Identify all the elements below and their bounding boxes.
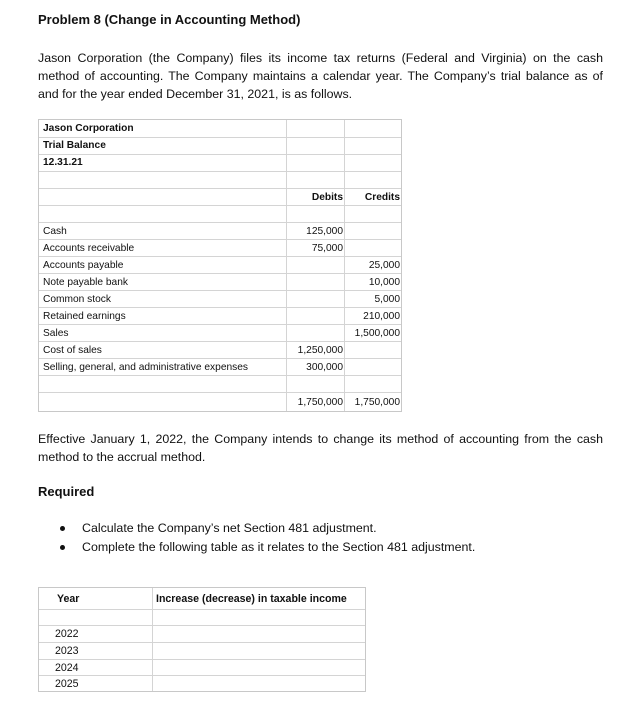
trial-balance-date: 12.31.21 xyxy=(43,157,83,168)
debit-amount: 75,000 xyxy=(311,243,343,254)
year-cell: 2022 xyxy=(55,628,79,640)
credit-amount: 1,500,000 xyxy=(354,328,400,339)
grid-line xyxy=(39,625,365,626)
grid-line xyxy=(39,290,401,291)
required-heading: Required xyxy=(38,484,95,499)
trial-balance-title: Trial Balance xyxy=(43,140,106,151)
credit-amount: 210,000 xyxy=(363,311,400,322)
problem-title: Problem 8 (Change in Accounting Method) xyxy=(38,12,301,27)
total-credit: 1,750,000 xyxy=(354,397,400,408)
debit-amount: 125,000 xyxy=(306,226,343,237)
grid-line xyxy=(39,324,401,325)
bullet-icon xyxy=(60,545,65,550)
debits-header: Debits xyxy=(311,192,343,203)
grid-line xyxy=(39,358,401,359)
account-name: Selling, general, and administrative expenses xyxy=(43,362,249,373)
list-item xyxy=(60,519,475,538)
year-cell: 2024 xyxy=(55,662,79,674)
grid-line xyxy=(39,307,401,308)
credit-amount: 25,000 xyxy=(368,260,400,271)
trial-balance-table xyxy=(38,119,402,412)
year-cell: 2025 xyxy=(55,678,79,690)
bullet-icon xyxy=(60,526,65,531)
account-name: Cost of sales xyxy=(43,345,102,356)
account-name: Sales xyxy=(43,328,69,339)
credits-header: Credits xyxy=(364,192,400,203)
credit-amount: 10,000 xyxy=(368,277,400,288)
grid-line xyxy=(39,137,401,138)
grid-line xyxy=(39,205,401,206)
grid-line xyxy=(39,341,401,342)
grid-line xyxy=(39,256,401,257)
grid-line xyxy=(39,154,401,155)
change-paragraph: Effective January 1, 2022, the Company intends to change its method of accounting from the cash method to the accrual method. xyxy=(38,432,603,464)
company-name: Jason Corporation xyxy=(43,123,134,134)
bullet-text: Complete the following table as it relates to the Section 481 adjustment. xyxy=(82,540,476,554)
debit-amount: 300,000 xyxy=(306,362,343,373)
grid-line xyxy=(39,222,401,223)
increase-header: Increase (decrease) in taxable income xyxy=(156,593,347,605)
bullet-text: Calculate the Company’s net Section 481 adjustment. xyxy=(82,521,377,535)
grid-line xyxy=(39,188,401,189)
year-cell: 2023 xyxy=(55,645,79,657)
intro-paragraph: Jason Corporation (the Company) files its income tax returns (Federal and Virginia) on the cash method of accounting. The Company maintains a calendar year. The Company’s trial balance as of and for the year ended December 31, 2021, is as follows. xyxy=(38,51,603,101)
grid-line xyxy=(39,273,401,274)
grid-line xyxy=(39,239,401,240)
grid-line xyxy=(39,642,365,643)
bullet-list xyxy=(60,519,475,557)
grid-line xyxy=(39,675,365,676)
account-name: Accounts payable xyxy=(43,260,124,271)
account-name: Accounts receivable xyxy=(43,243,135,254)
grid-line xyxy=(39,392,401,393)
grid-line xyxy=(39,375,401,376)
account-name: Common stock xyxy=(43,294,111,305)
credit-amount: 5,000 xyxy=(374,294,400,305)
account-name: Cash xyxy=(43,226,67,237)
grid-line xyxy=(39,609,365,610)
account-name: Retained earnings xyxy=(43,311,126,322)
year-header: Year xyxy=(57,593,80,605)
grid-line xyxy=(39,659,365,660)
year-adjustment-table xyxy=(38,587,366,692)
list-item xyxy=(60,538,475,557)
account-name: Note payable bank xyxy=(43,277,128,288)
total-debit: 1,750,000 xyxy=(297,397,343,408)
debit-amount: 1,250,000 xyxy=(297,345,343,356)
grid-line xyxy=(39,171,401,172)
